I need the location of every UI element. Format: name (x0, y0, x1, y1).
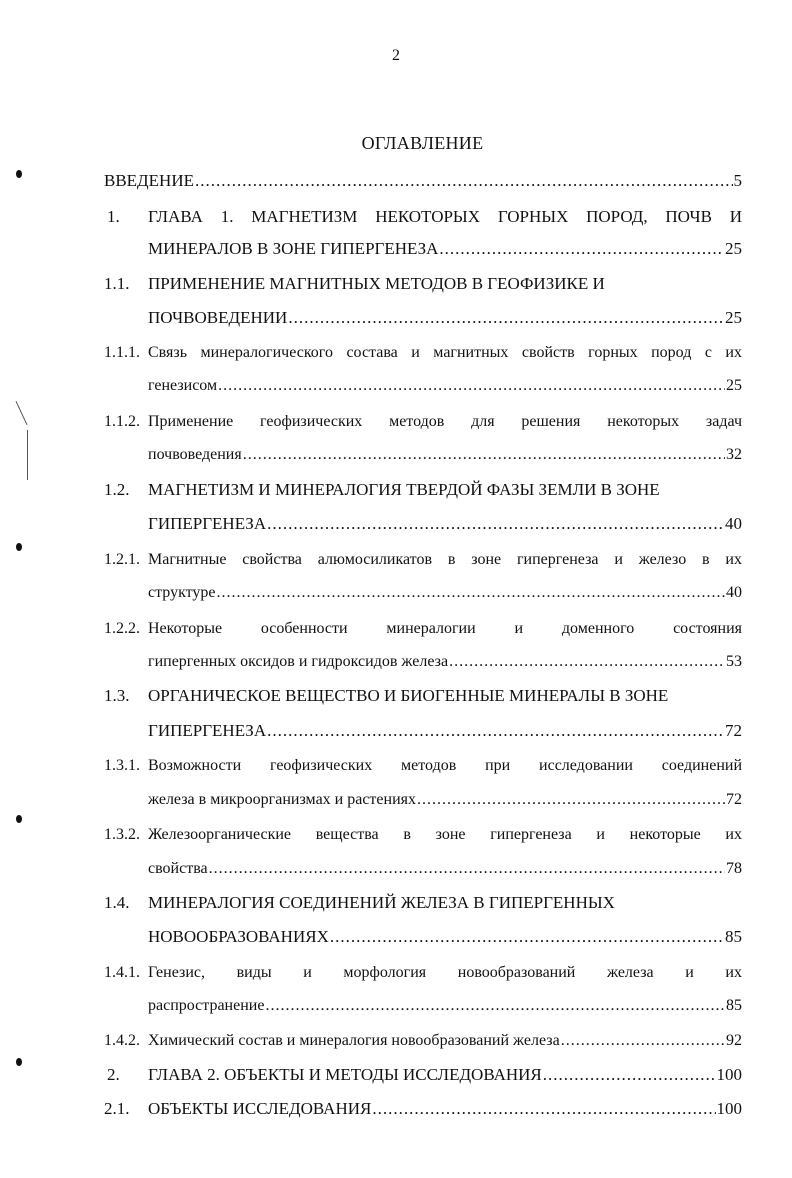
toc-entry-number: 1.4.1. (104, 964, 140, 981)
toc-entry-page: 100 (716, 1099, 742, 1118)
dot-leader (288, 306, 724, 330)
dot-leader (449, 650, 725, 674)
toc-entry-title-line[interactable]: Некоторые особенности минералогии и доменного состояния (148, 620, 742, 637)
toc-entry-introduction[interactable] (104, 169, 742, 193)
toc-entry-page: 85 (725, 927, 742, 946)
toc-entry-1-4[interactable] (148, 925, 742, 949)
toc-entry-title: железа в микроорганизмах и растениях (148, 791, 417, 808)
binding-hole-mark (16, 815, 22, 823)
toc-entry-title: ПОЧВОВЕДЕНИИ (148, 308, 288, 327)
toc-entry-title-line[interactable]: МИНЕРАЛОГИЯ СОЕДИНЕНИЙ ЖЕЛЕЗА В ГИПЕРГЕННЫХ (148, 893, 615, 912)
toc-entry-number: 1.1.2. (104, 413, 140, 430)
toc-entry-number: 1.2.2. (104, 620, 140, 637)
toc-entry-title: ВВЕДЕНИЕ (104, 171, 194, 190)
toc-entry-chapter-2[interactable] (148, 1063, 742, 1087)
dot-leader (218, 374, 725, 398)
toc-entry-title-line[interactable]: Связь минералогического состава и магнитных свойств горных пород с их (148, 344, 742, 361)
binding-hole-mark (16, 1058, 22, 1066)
toc-entry-page: 5 (733, 171, 742, 190)
dot-leader (543, 1063, 716, 1087)
dot-leader (243, 443, 725, 467)
toc-entry-2-1[interactable] (148, 1097, 742, 1121)
toc-entry-page: 92 (726, 1032, 742, 1049)
toc-entry-number: 1.1.1. (104, 344, 140, 361)
toc-entry-number: 2.1. (104, 1099, 130, 1118)
toc-entry-title-line[interactable]: Железоорганические вещества в зоне гипергенеза и некоторые их (148, 826, 742, 843)
toc-entry-page: 85 (726, 997, 742, 1014)
toc-entry-1-2-2[interactable] (148, 650, 742, 674)
toc-entry-title-line[interactable]: Магнитные свойства алюмосиликатов в зоне гипергенеза и железо в их (148, 551, 742, 568)
toc-entry-title-line[interactable]: ГЛАВА 1. МАГНЕТИЗМ НЕКОТОРЫХ ГОРНЫХ ПОРОД, ПОЧВ И (148, 207, 742, 226)
toc-entry-number: 1.1. (104, 274, 130, 293)
toc-entry-title: НОВООБРАЗОВАНИЯХ (148, 927, 329, 946)
dot-leader (209, 857, 725, 881)
scan-artifact-line (27, 430, 28, 480)
dot-leader (561, 1029, 725, 1053)
toc-entry-title-line[interactable]: ПРИМЕНЕНИЕ МАГНИТНЫХ МЕТОДОВ В ГЕОФИЗИКЕ И (148, 274, 605, 293)
toc-entry-title: распространение (148, 997, 265, 1014)
toc-entry-page: 53 (726, 653, 742, 670)
toc-entry-chapter-1[interactable] (148, 237, 742, 261)
toc-entry-1-3-1[interactable] (148, 788, 742, 812)
toc-entry-number: 1.3. (104, 686, 130, 705)
dot-leader (195, 169, 733, 193)
dot-leader (372, 1097, 715, 1121)
toc-entry-title: ГИПЕРГЕНЕЗА (148, 514, 267, 533)
toc-entry-1-4-2[interactable] (148, 1029, 742, 1053)
toc-entry-title: гипергенных оксидов и гидроксидов железа (148, 653, 449, 670)
toc-entry-1-1-1[interactable] (148, 374, 742, 398)
toc-entry-1-1-2[interactable] (148, 443, 742, 467)
toc-entry-title: генезисом (148, 377, 218, 394)
toc-entry-page: 25 (725, 308, 742, 327)
toc-entry-page: 40 (726, 584, 742, 601)
dot-leader (265, 994, 725, 1018)
toc-entry-page: 25 (725, 239, 742, 258)
toc-entry-title: ОБЪЕКТЫ ИССЛЕДОВАНИЯ (148, 1099, 372, 1118)
toc-entry-1-1[interactable] (148, 306, 742, 330)
toc-entry-page: 100 (716, 1065, 742, 1084)
toc-entry-title-line[interactable]: ОРГАНИЧЕСКОЕ ВЕЩЕСТВО И БИОГЕННЫЕ МИНЕРАЛЫ В ЗОНЕ (148, 686, 669, 705)
toc-entry-number: 1.2.1. (104, 551, 140, 568)
toc-entry-title: ГИПЕРГЕНЕЗА (148, 721, 267, 740)
page-number: 2 (392, 47, 400, 64)
dot-leader (267, 512, 724, 536)
toc-entry-title: структуре (148, 584, 216, 601)
binding-hole-mark (16, 170, 22, 178)
toc-entry-page: 32 (726, 446, 742, 463)
dot-leader (439, 237, 724, 261)
toc-title: ОГЛАВЛЕНИЕ (361, 133, 484, 153)
toc-entry-number: 1.3.1. (104, 757, 140, 774)
toc-entry-title-line[interactable]: Применение геофизических методов для решения некоторых задач (148, 413, 742, 430)
toc-entry-1-2-1[interactable] (148, 581, 742, 605)
toc-entry-number: 2. (107, 1065, 120, 1084)
toc-entry-title-line[interactable]: МАГНЕТИЗМ И МИНЕРАЛОГИЯ ТВЕРДОЙ ФАЗЫ ЗЕМЛИ В ЗОНЕ (148, 480, 660, 499)
toc-entry-number: 1.4. (104, 893, 130, 912)
scan-artifact-line (16, 401, 28, 425)
toc-entry-number: 1.4.2. (104, 1032, 140, 1049)
toc-entry-title: МИНЕРАЛОВ В ЗОНЕ ГИПЕРГЕНЕЗА (148, 239, 439, 258)
toc-entry-1-3-2[interactable] (148, 857, 742, 881)
toc-entry-page: 78 (726, 860, 742, 877)
toc-entry-page: 40 (725, 514, 742, 533)
dot-leader (417, 788, 725, 812)
toc-entry-page: 25 (726, 377, 742, 394)
binding-hole-mark (16, 543, 22, 551)
toc-entry-title: почвоведения (148, 446, 242, 463)
toc-entry-title: свойства (148, 860, 208, 877)
dot-leader (267, 719, 724, 743)
toc-entry-title: ГЛАВА 2. ОБЪЕКТЫ И МЕТОДЫ ИССЛЕДОВАНИЯ (148, 1065, 542, 1084)
toc-entry-number: 1. (107, 207, 120, 226)
toc-entry-page: 72 (725, 721, 742, 740)
toc-entry-title-line[interactable]: Возможности геофизических методов при исследовании соединений (148, 757, 742, 774)
toc-entry-number: 1.2. (104, 480, 130, 499)
toc-entry-1-3[interactable] (148, 719, 742, 743)
toc-entry-number: 1.3.2. (104, 826, 140, 843)
toc-entry-1-4-1[interactable] (148, 994, 742, 1018)
toc-entry-1-2[interactable] (148, 512, 742, 536)
dot-leader (330, 925, 724, 949)
toc-entry-title: Химический состав и минералогия новообразований железа (148, 1032, 560, 1049)
dot-leader (217, 581, 725, 605)
toc-entry-title-line[interactable]: Генезис, виды и морфология новообразований железа и их (148, 964, 742, 981)
toc-entry-page: 72 (726, 791, 742, 808)
